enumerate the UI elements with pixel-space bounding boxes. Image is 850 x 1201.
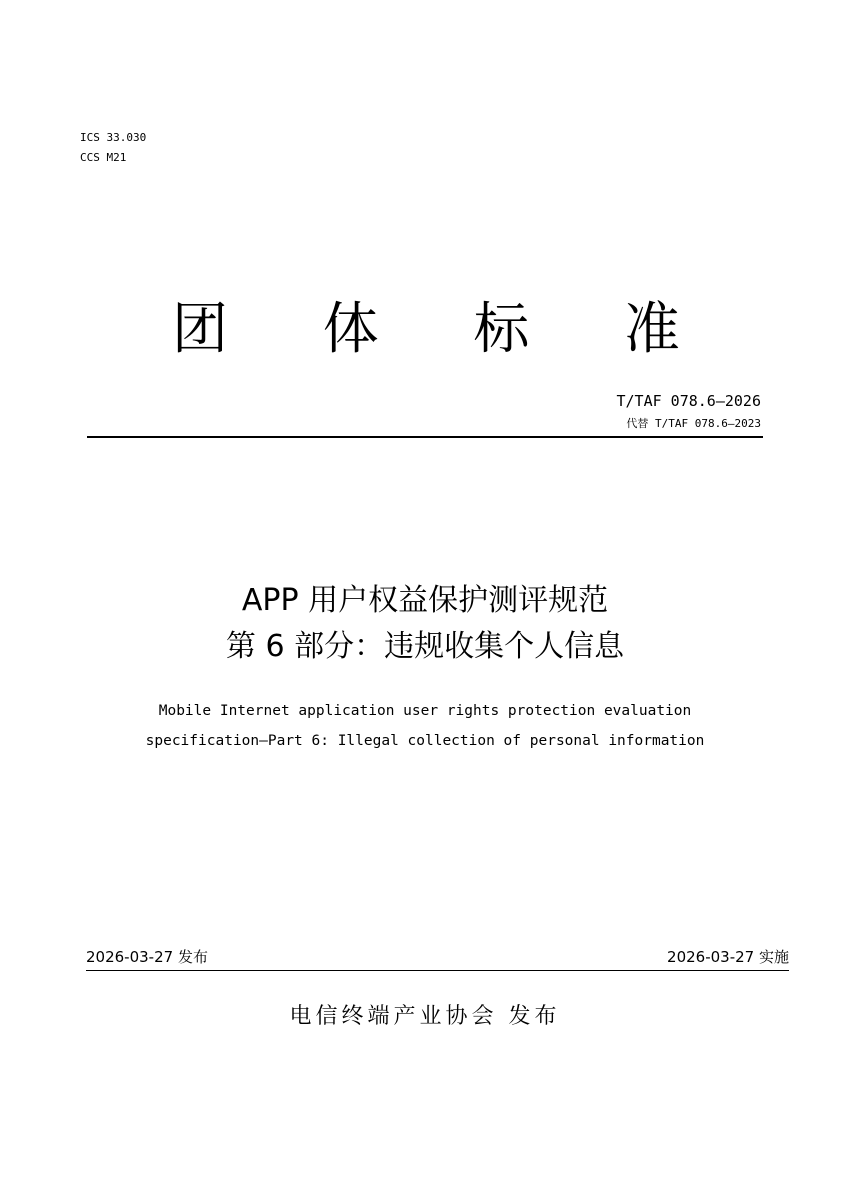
title-english-line-1: Mobile Internet application user rights protection evaluation — [158, 703, 692, 719]
standard-type-char: 准 — [623, 297, 680, 362]
standard-type-char: 体 — [322, 297, 379, 362]
ccs-code: CCS M21 — [80, 151, 127, 164]
replaces-standard: 代替 T/TAF 078.6—2023 — [626, 417, 761, 430]
title-chinese-line-2: 第 6 部分：违规收集个人信息 — [225, 629, 625, 664]
standard-type-char: 团 — [172, 297, 228, 362]
standard-type-char: 标 — [473, 297, 530, 362]
title-chinese-line-1: APP 用户权益保护测评规范 — [241, 583, 609, 618]
standard-type-heading — [0, 290, 850, 370]
ics-code: ICS 33.030 — [80, 131, 147, 144]
publish-date: 2026-03-27 发布 — [86, 948, 208, 966]
classification-codes — [80, 128, 146, 168]
publisher: 电信终端产业协会 发布 — [289, 1004, 561, 1029]
header-divider — [87, 436, 763, 438]
title-english-line-2: specification—Part 6: Illegal collection of personal information — [145, 733, 705, 749]
footer-divider — [86, 970, 789, 971]
standard-number: T/TAF 078.6—2026 — [616, 392, 761, 410]
implement-date: 2026-03-27 实施 — [667, 948, 789, 966]
